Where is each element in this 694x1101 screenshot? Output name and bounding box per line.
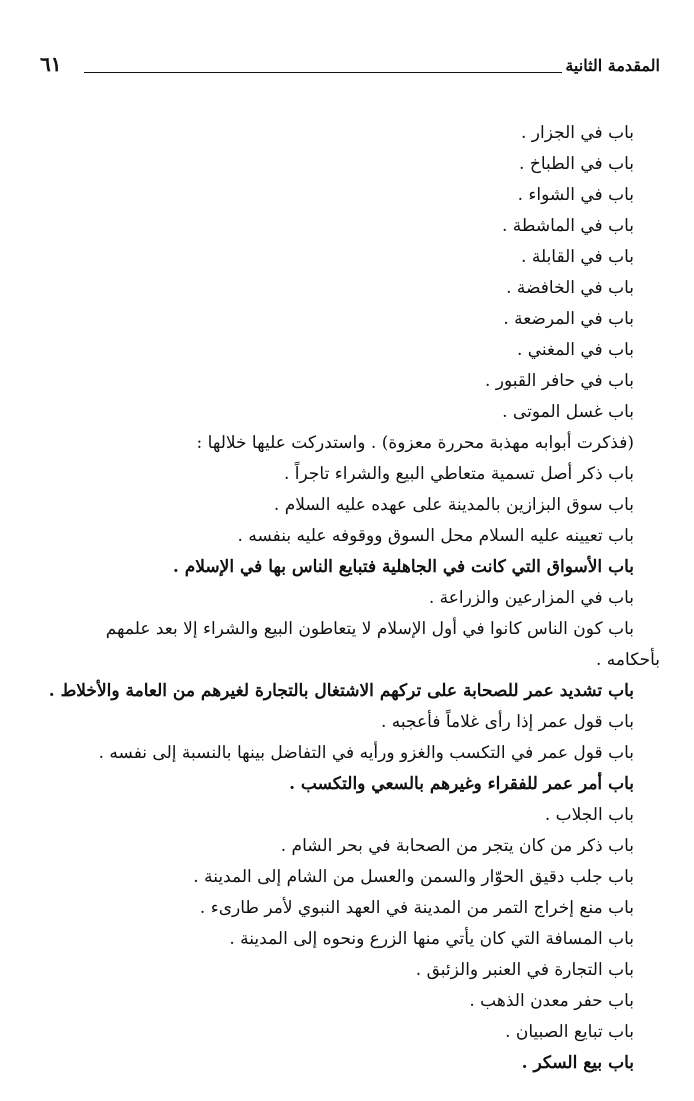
section-heading-line: باب تشديد عمر للصحابة على تركهم الاشتغال بالتجارة لغيرهم من العامة والأخلاط . bbox=[48, 681, 634, 701]
text-line: باب في الطباخ . bbox=[519, 154, 634, 174]
section-heading-line: باب أمر عمر للفقراء وغيرهم بالسعي والتكسب . bbox=[289, 774, 634, 794]
page-body bbox=[40, 118, 660, 1079]
text-line: باب في المرضعة . bbox=[503, 309, 634, 329]
text-line: باب في القابلة . bbox=[521, 247, 634, 267]
section-heading-line: باب الأسواق التي كانت في الجاهلية فتبايع الناس بها في الإسلام . bbox=[172, 557, 634, 577]
text-line: باب الجلاب . bbox=[544, 805, 634, 825]
chapter-title: المقدمة الثانية bbox=[565, 56, 660, 75]
text-line: باب منع إخراج التمر من المدينة في العهد النبوي لأمر طارىء . bbox=[199, 898, 634, 918]
text-line: بأحكامه . bbox=[595, 650, 660, 670]
text-line: باب تبايع الصبيان . bbox=[505, 1022, 634, 1042]
text-line: باب التجارة في العنبر والزئبق . bbox=[415, 960, 634, 980]
text-line: باب ذكر أصل تسمية متعاطي البيع والشراء تاجراً . bbox=[283, 464, 634, 484]
text-line: باب في الماشطة . bbox=[501, 216, 634, 236]
book-page bbox=[40, 50, 660, 1090]
text-line: باب كون الناس كانوا في أول الإسلام لا يتعاطون البيع والشراء إلا بعد علمهم bbox=[105, 619, 634, 639]
text-line: باب المسافة التي كان يأتي منها الزرع ونحوه إلى المدينة . bbox=[229, 929, 634, 949]
text-line: باب قول عمر إذا رأى غلاماً فأعجبه . bbox=[381, 712, 634, 732]
text-line: باب في المغني . bbox=[516, 340, 634, 360]
text-line: باب غسل الموتى . bbox=[502, 402, 634, 422]
text-line: باب حفر معدن الذهب . bbox=[469, 991, 634, 1011]
text-line: باب في حافر القبور . bbox=[484, 371, 634, 391]
text-line: باب تعيينه عليه السلام محل السوق ووقوفه عليه بنفسه . bbox=[237, 526, 634, 546]
text-line: باب في الشواء . bbox=[517, 185, 634, 205]
page-header bbox=[40, 50, 660, 86]
text-line: باب قول عمر في التكسب والغزو ورأيه في التفاضل بينها بالنسبة إلى نفسه . bbox=[98, 743, 634, 763]
section-heading-line: باب بيع السكر . bbox=[521, 1053, 634, 1073]
text-line: باب في الجزار . bbox=[520, 123, 634, 143]
text-line: باب ذكر من كان يتجر من الصحابة في بحر الشام . bbox=[280, 836, 634, 856]
page-number: ٦١ bbox=[40, 52, 62, 76]
text-line: باب في المزارعين والزراعة . bbox=[428, 588, 634, 608]
text-line: (فذكرت أبوابه مهذبة محررة معزوة) . واستدركت عليها خلالها : bbox=[196, 433, 634, 453]
text-line: باب في الخافضة . bbox=[506, 278, 634, 298]
header-rule bbox=[84, 72, 562, 73]
text-line: باب جلب دقيق الحوّار والسمن والعسل من الشام إلى المدينة . bbox=[193, 867, 634, 887]
text-line: باب سوق البزازين بالمدينة على عهده عليه السلام . bbox=[273, 495, 634, 515]
